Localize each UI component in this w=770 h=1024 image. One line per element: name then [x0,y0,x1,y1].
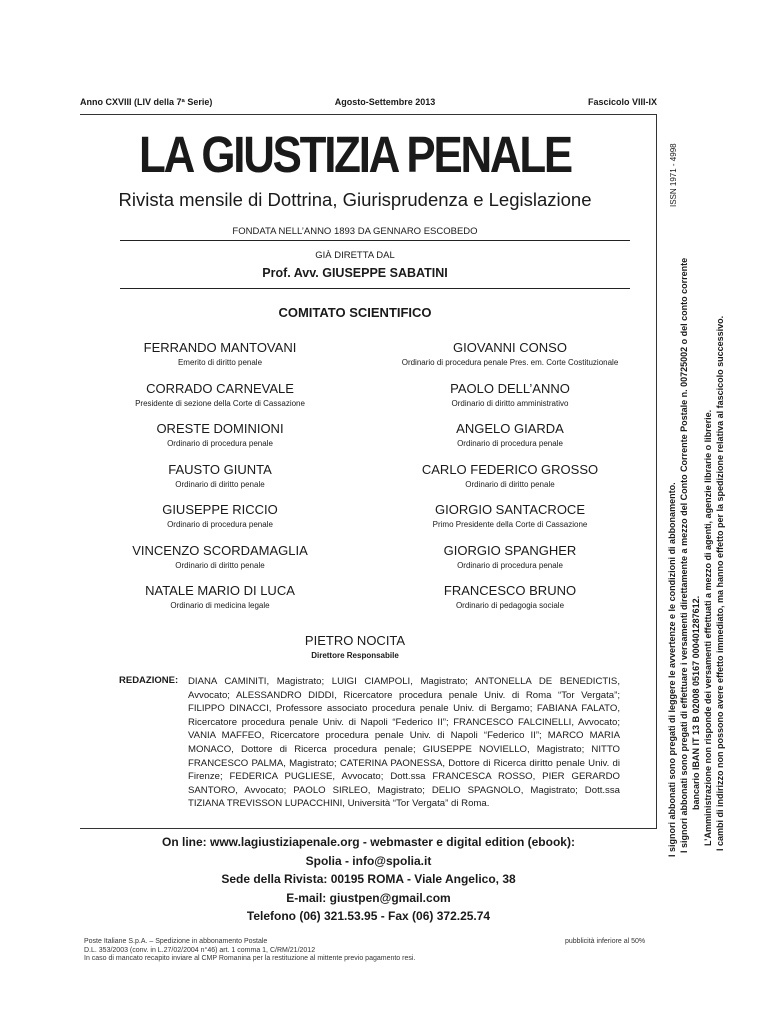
subscriber-notice-line: I signori abbonati sono pregati di leggere le avvertenze e le condizioni di abbonamento. [667,482,677,857]
member-role: Ordinario di procedura penale [167,439,273,448]
divider [80,828,657,829]
editorial-staff-label: REDAZIONE: [119,675,179,686]
editorial-staff-list: DIANA CAMINITI, Magistrato; LUIGI CIAMPOLI, Magistrato; ANTONELLA DE BENEDICTIS, Avvocato; ALESSANDRO DIDDI, Ricercatore procedura penale Univ. di Roma “Tor Vergata”; FILIPPO DINACCI, Professore associato procedura penale Univ. di Bergamo; FABIANA FALATO, Ricercatore procedura penale Univ. di Napoli “Federico II”; FRANCESCO FALCINELLI, Avvocato; VANIA MAFFEO, Ricercatore procedura penale Univ. di Napoli “Federico II”; MARCO MARIA MONACO, Dottore di Ricerca procedura penale; GIUSEPPE NOVIELLO, Magistrato; NITTO FRANCESCO PALMA, Magistrato; CATERINA PAONESSA, Dottore di Ricerca diritto penale Univ. di Firenze; FEDERICA PUGLIESE, Avvocato; Dott.ssa FRANCESCA ROSSO, PIER GERARDO SANTORO, Avvocato; PAOLO SIRLEO, Magistrato; DELIO SPAGNOLO, Magistrato; Dott.ssa TIZIANA TREVISSON LUPACCHINI, Università “Tor Vergata” di Roma. [188,676,620,810]
member-name: PAOLO DELL’ANNO [450,381,570,396]
issue-year: Anno CXVIII (LIV della 7ª Serie) [80,97,213,107]
member-role: Ordinario di diritto penale [465,480,555,489]
journal-title: LA GIUSTIZIA PENALE [139,126,571,183]
office-address: Sede della Rivista: 00195 ROMA - Viale Angelico, 38 [221,872,516,886]
subscriber-notice-line: I cambi di indirizzo non possono avere effetto immediato, ma hanno effetto per la spedizione relativa al fascicolo successivo. [715,315,725,851]
issue-date: Agosto-Settembre 2013 [334,97,436,107]
committee-member [370,502,650,530]
member-name: ANGELO GIARDA [456,421,564,436]
member-role: Ordinario di procedura penale [457,561,563,570]
member-name: ORESTE DOMINIONI [156,421,284,436]
member-name: NATALE MARIO DI LUCA [145,583,295,598]
member-name: GIORGIO SPANGHER [443,543,577,558]
committee-member [80,543,360,571]
advertising-note: pubblicità inferiore al 50% [565,938,646,945]
member-role: Ordinario di medicina legale [170,601,270,610]
journal-subtitle: Rivista mensile di Dottrina, Giurisprudenza e Legislazione [118,189,592,210]
postal-info [84,938,415,964]
founded-line: FONDATA NELL’ANNO 1893 DA GENNARO ESCOBEDO [232,226,478,237]
committee-member [80,340,360,368]
responsible-director [80,633,630,660]
member-name: GIOVANNI CONSO [453,340,567,355]
member-role: Ordinario di pedagogia sociale [455,601,565,610]
member-name: VINCENZO SCORDAMAGLIA [132,543,308,558]
member-role: Primo Presidente della Corte di Cassazione [432,520,588,529]
member-name: GIORGIO SANTACROCE [435,502,585,517]
committee-member [80,502,360,530]
phone-fax: Telefono (06) 321.53.95 - Fax (06) 372.25.74 [246,909,491,923]
committee-member [370,381,650,409]
member-name: FRANCESCO BRUNO [443,583,577,598]
member-role: Presidente di sezione della Corte di Cassazione [135,399,305,408]
postal-line: D.L. 353/2003 (conv. in L.27/02/2004 n°46) art. 1 comma 1, C/RM/21/2012 [84,946,316,954]
committee-heading: COMITATO SCIENTIFICO [278,305,432,320]
subscriber-notice-line: bancario IBAN IT 13 B 02008 05167 000401287612. [691,595,701,810]
committee-member [80,583,360,611]
committee-member [370,462,650,490]
committee-member [370,421,650,449]
responsible-director-name: PIETRO NOCITA [304,633,406,648]
committee-member [370,340,650,368]
divider [120,288,630,289]
member-role: Ordinario di procedura penale Pres. em. Corte Costituzionale [401,358,619,367]
website-link[interactable]: On line: www.lagiustiziapenale.org - webmaster e digital edition (ebook): [162,835,575,849]
member-role: Ordinario di diritto penale [175,480,265,489]
publisher-email[interactable]: Spolia - info@spolia.it [305,853,432,868]
postal-line: In caso di mancato recapito inviare al CMP Romanina per la restituzione al mittente previo pagamento resi. [84,955,416,962]
member-role: Ordinario di procedura penale [457,439,563,448]
committee-member [80,381,360,409]
committee-member [370,583,650,611]
issue-number: Fascicolo VIII-IX [587,97,657,107]
postal-line: Poste Italiane S.p.A. – Spedizione in abbonamento Postale [84,938,268,945]
member-name: FERRANDO MANTOVANI [143,340,297,355]
committee-member [370,543,650,571]
committee-member [80,421,360,449]
responsible-director-role: Direttore Responsabile [311,651,399,660]
committee-member [80,462,360,490]
member-role: Ordinario di procedura penale [167,520,273,529]
member-name: CARLO FEDERICO GROSSO [421,462,599,477]
divider [120,240,630,241]
member-role: Emerito di diritto penale [177,358,263,367]
contact-block [80,833,657,926]
member-role: Ordinario di diritto amministrativo [451,399,569,408]
issn-code: ISSN 1971 - 4998 [669,143,678,207]
member-name: GIUSEPPE RICCIO [162,502,278,517]
member-role: Ordinario di diritto penale [175,561,265,570]
member-name: FAUSTO GIUNTA [168,462,272,477]
subscriber-notice-line: L’Amministrazione non risponde dei versamenti effettuati a mezzo di agenti, agenzie librarie o librerie. [703,409,713,846]
former-director: Prof. Avv. GIUSEPPE SABATINI [262,266,448,280]
member-name: CORRADO CARNEVALE [146,381,294,396]
subscriber-notice-line: I signori abbonati sono pregati di effettuare i versamenti direttamente a mezzo del Conto Corrente Postale n. 00725002 o del conto corrente [679,257,689,853]
directed-label: GIÀ DIRETTA DAL [315,250,395,261]
editorial-email[interactable]: E-mail: giustpen@gmail.com [286,890,451,905]
